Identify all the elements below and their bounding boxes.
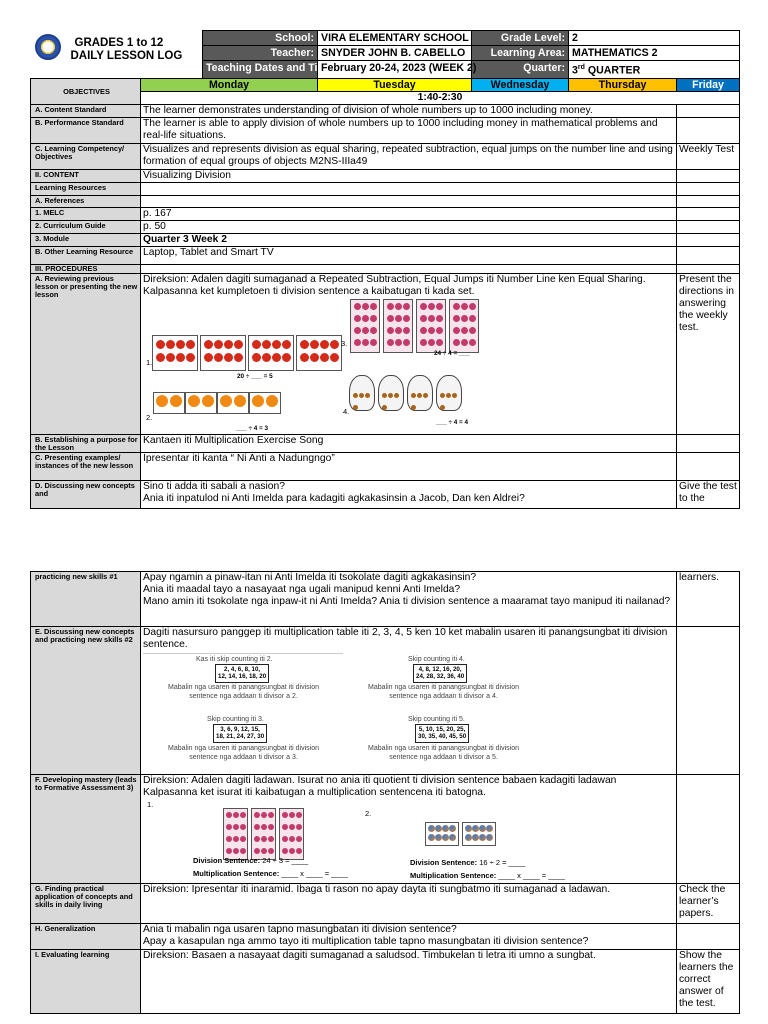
fig3-number: 3. xyxy=(341,338,348,348)
content-friday xyxy=(677,169,740,182)
ms1-value: ____ x ____ = ____ xyxy=(281,869,348,878)
header-title xyxy=(71,37,183,63)
content-standard-text: The learner demonstrates understanding of division of whole numbers up to 1000 including money. xyxy=(141,104,677,117)
discussing2-cell xyxy=(141,627,677,775)
day-friday: Friday xyxy=(677,78,740,91)
reviewing-friday: Present the directions in answering the weekly test. xyxy=(677,273,740,434)
generalization-label: H. Generalization xyxy=(31,924,141,950)
presenting-text: Ipresentar iti kanta “ Ni Anti a Nadungngo” xyxy=(141,452,677,480)
procedures-friday xyxy=(677,264,740,273)
other-resources-text: Laptop, Tablet and Smart TV xyxy=(141,246,677,264)
presenting-friday xyxy=(677,452,740,480)
practicing1-friday: learners. xyxy=(677,572,740,627)
quarter-value xyxy=(569,61,740,79)
practical-label: G. Finding practical application of concepts and skills in daily living xyxy=(31,884,141,924)
orange-group-icon xyxy=(153,392,281,414)
skip4-box xyxy=(413,664,467,683)
skip5-desc-line2: sentence nga addaan ti divisor a 5. xyxy=(389,753,498,761)
mastery-cell xyxy=(141,775,677,884)
discussing2-text: Dagiti nasursuro panggep iti multiplication table iti 2, 3, 4, 5 ken 10 ket mabalin usaren iti panangsungbat iti division sentence. xyxy=(143,627,668,650)
skip4-desc-line1: Mabalin nga usaren iti panangsungbat iti division xyxy=(368,684,519,691)
fig1-number: 1. xyxy=(146,357,153,367)
competency-text: Visualizes and represents division as equal sharing, repeated subtraction, equal jumps on the number line and using formation of equal groups of objects M2NS-IIIa49 xyxy=(141,143,677,169)
dll-table-2 xyxy=(30,571,740,1014)
melc-text: p. 167 xyxy=(141,207,677,220)
performance-standard-text: The learner is able to apply division of whole numbers up to 1000 including money in mathematical problems and real-life situations. xyxy=(141,117,677,143)
fig4-equation: ___ ÷ 4 = 4 xyxy=(436,418,469,426)
mastery-line2: Kalpasanna ket isurat iti kaibatugan a multiplication sentencena iti batogna. xyxy=(143,787,486,798)
grade-value: 2 xyxy=(569,31,740,46)
dates-label: Teaching Dates and Time: xyxy=(203,61,318,79)
reviewing-text: Direksion: Adalen dagiti sumaganad a Repeated Subtraction, Equal Jumps iti Number Line ken Equal Sharing. Kalpasanna ket kumpletoen ti division sentence a kaibatugan ti kada set. xyxy=(143,273,646,297)
mastery-num2: 2. xyxy=(365,809,372,818)
skip2-box-line1: 2, 4, 6, 8, 10, xyxy=(224,666,261,673)
skip4-box-line1: 4, 8, 12, 16, 20, xyxy=(418,666,462,673)
practicing1-line1: Apay ngamin a pinaw-itan ni Anti Imelda iti tsokolate dagiti agkakasinsin? xyxy=(143,572,477,583)
skip4-desc-line2: sentence nga addaan ti divisor a 4. xyxy=(389,692,498,700)
mastery-num1: 1. xyxy=(147,800,154,809)
resources-friday xyxy=(677,182,740,195)
skip3-desc-line2: sentence nga addaan ti divisor a 3. xyxy=(189,753,298,761)
mastery-friday xyxy=(677,775,740,884)
area-value: MATHEMATICS 2 xyxy=(569,46,740,61)
skip3-box-line2: 18, 21, 24, 27, 30 xyxy=(216,733,265,741)
discussing1-line2: Ania iti inpatulod ni Anti Imelda para kadagiti agkakasinsin a Jacob, Dan ken Aldrei? xyxy=(143,492,525,504)
reviewing-figures xyxy=(143,298,674,433)
day-thursday: Thursday xyxy=(569,78,677,91)
dll-page-1 xyxy=(30,30,739,509)
discussing1-label: D. Discussing new concepts and xyxy=(31,480,141,508)
day-monday: Monday xyxy=(141,78,318,91)
skip3-desc xyxy=(146,745,341,762)
skip4-box-line2: 24, 28, 32, 36, 40 xyxy=(416,673,465,681)
dll-table-1 xyxy=(30,30,740,509)
reviewing-label: A. Reviewing previous lesson or presenting the new lesson xyxy=(31,273,141,434)
skip2-desc-line1: Mabalin nga usaren iti panangsungbat iti division xyxy=(168,684,319,691)
area-label: Learning Area: xyxy=(472,46,569,61)
procedures-label: III. PROCEDURES xyxy=(31,264,141,273)
cookie-bag-icon xyxy=(349,371,469,416)
skip2-box-line2: 12, 14, 16, 18, 20 xyxy=(218,673,267,681)
module-text: Quarter 3 Week 2 xyxy=(141,233,677,246)
practical-friday: Check the learner’s papers. xyxy=(677,884,740,924)
skip3-desc-line1: Mabalin nga usaren iti panangsungbat iti division xyxy=(168,745,319,752)
skip5-box-line2: 30, 35, 40, 45, 50 xyxy=(418,733,467,741)
evaluating-text: Direksion: Basaen a nasayaat dagiti sumaganad a saludsod. Timbukelan ti letra iti umno a sungbat. xyxy=(141,950,677,1014)
dll-page-2 xyxy=(30,571,739,1014)
resources-text xyxy=(141,182,677,195)
fig2-number: 2. xyxy=(146,412,153,422)
skip2-box xyxy=(215,664,269,683)
skip5-box xyxy=(415,724,469,743)
apple-group-icon xyxy=(152,335,342,371)
skip-counting-figures xyxy=(143,651,674,773)
ms2-value: ____ x ____ = ____ xyxy=(498,871,565,880)
mastery-ms1 xyxy=(193,868,348,880)
practicing1-line3: Mano amin iti tsokolate nga inpaw-it ni Anti Imelda? Ania ti division sentence a maaramat tayo manipud iti nailanad? xyxy=(143,596,671,607)
day-wednesday: Wednesday xyxy=(472,78,569,91)
chocolate-box-icon xyxy=(350,299,479,353)
procedures-text xyxy=(141,264,677,273)
mastery-figures xyxy=(143,799,674,883)
discussing2-label: E. Discussing new concepts and practicing new skills #2 xyxy=(31,627,141,775)
module-label: 3. Module xyxy=(31,233,141,246)
fig4-number: 4. xyxy=(343,406,350,416)
practicing1-line2: Ania iti maadal tayo a nasayaat nga ugali manipud kenni Anti Imelda? xyxy=(143,584,461,595)
objectives-heading: OBJECTIVES xyxy=(31,78,141,104)
skip5-desc-line1: Mabalin nga usaren iti panangsungbat iti division xyxy=(368,745,519,752)
mastery-line1: Direksion: Adalen dagiti ladawan. Isurat no ania iti quotient ti division sentence babaen kadagiti ladawan xyxy=(143,775,617,786)
mastery-ds1 xyxy=(193,855,308,867)
generalization-cell xyxy=(141,924,677,950)
practicing1-cell xyxy=(141,572,677,627)
chocolate-box-icon xyxy=(223,808,304,860)
curriculum-text: p. 50 xyxy=(141,220,677,233)
discussing1-friday: Give the test to the xyxy=(677,480,740,508)
skip4-title: Skip counting iti 4. xyxy=(408,656,465,663)
quarter-word: QUARTER xyxy=(587,64,641,77)
discussing1-line1: Sino ti adda iti sabali a nasion? xyxy=(143,480,285,492)
curriculum-label: 2. Curriculum Guide xyxy=(31,220,141,233)
melc-label: 1. MELC xyxy=(31,207,141,220)
mastery-ds2 xyxy=(410,857,525,869)
skip2-desc-line2: sentence nga addaan ti divisor a 2. xyxy=(189,692,298,700)
establishing-label: B. Establishing a purpose for the Lesson xyxy=(31,434,141,452)
references-label: A. References xyxy=(31,195,141,207)
module-friday xyxy=(677,233,740,246)
fig1-equation: 20 ÷ ___ = 5 xyxy=(237,372,273,380)
mastery-ms2 xyxy=(410,870,565,882)
skip2-title: Kas iti skip counting iti 2. xyxy=(196,656,273,663)
performance-standard-label: B. Performance Standard xyxy=(31,117,141,143)
teacher-value: SNYDER JOHN B. CABELLO xyxy=(318,46,472,61)
competency-label: C. Learning Competency/ Objectives xyxy=(31,143,141,169)
skip4-desc xyxy=(346,684,541,701)
skip5-box-line1: 5, 10, 15, 20, 25, xyxy=(418,726,466,733)
fig3-equation: 24 ÷ 4 = ___ xyxy=(434,349,470,357)
skip3-title: Skip counting iti 3. xyxy=(207,716,264,723)
establishing-friday xyxy=(677,434,740,452)
ms1-label: Multiplication Sentence: xyxy=(193,869,280,878)
fig2-equation: ___ ÷ 4 = 3 xyxy=(236,424,269,432)
practicing1-label: practicing new skills #1 xyxy=(31,572,141,627)
other-resources-friday xyxy=(677,246,740,264)
discussing1-cell xyxy=(141,480,677,508)
ds1-label: Division Sentence: xyxy=(193,856,261,865)
content-standard-label: A. Content Standard xyxy=(31,104,141,117)
grade-label: Grade Level: xyxy=(472,31,569,46)
generalization-line2: Apay a kasapulan nga ammo tayo iti multiplication table tapno masungbatan iti division sentence? xyxy=(143,936,589,947)
deped-seal-icon xyxy=(35,34,61,60)
time-slot: 1:40-2:30 xyxy=(141,91,740,104)
other-resources-label: B. Other Learning Resource xyxy=(31,246,141,264)
skip3-box xyxy=(213,724,267,743)
title-line-1: GRADES 1 to 12 xyxy=(74,36,164,49)
school-value: VIRA ELEMENTARY SCHOOL xyxy=(318,31,472,46)
content-standard-friday xyxy=(677,104,740,117)
curriculum-friday xyxy=(677,220,740,233)
resources-label: Learning Resources xyxy=(31,182,141,195)
generalization-friday xyxy=(677,924,740,950)
skip5-title: Skip counting iti 5. xyxy=(408,716,465,723)
school-label: School: xyxy=(203,31,318,46)
references-friday xyxy=(677,195,740,207)
competency-friday: Weekly Test xyxy=(677,143,740,169)
practical-text: Direksion: Ipresentar iti inaramid. Ibaga ti rason no apay dayta iti sungbatmo iti sumaganad a ladawan. xyxy=(141,884,677,924)
ds2-label: Division Sentence: xyxy=(410,858,478,867)
day-tuesday: Tuesday xyxy=(318,78,472,91)
quarter-number: 3 xyxy=(572,64,578,77)
ds2-value: 16 ÷ 2 = ____ xyxy=(479,858,526,867)
skip5-desc xyxy=(346,745,541,762)
skip3-box-line1: 3, 6, 9, 12, 15, xyxy=(220,726,260,733)
generalization-line1: Ania ti mabalin nga usaren tapno masungbatan iti division sentence? xyxy=(143,924,457,935)
header-logo-area xyxy=(31,31,203,79)
evaluating-friday: Show the learners the correct answer of the test. xyxy=(677,950,740,1014)
establishing-text: Kantaen iti Multiplication Exercise Song xyxy=(141,434,677,452)
discussing2-friday xyxy=(677,627,740,775)
performance-standard-friday xyxy=(677,117,740,143)
content-label: II. CONTENT xyxy=(31,169,141,182)
references-text xyxy=(141,195,677,207)
evaluating-label: I. Evaluating learning xyxy=(31,950,141,1014)
content-text: Visualizing Division xyxy=(141,169,677,182)
ms2-label: Multiplication Sentence: xyxy=(410,871,497,880)
ball-box-icon xyxy=(425,822,496,846)
presenting-label: C. Presenting examples/ instances of the new lesson xyxy=(31,452,141,480)
skip2-desc xyxy=(146,684,341,701)
quarter-suffix: rd xyxy=(577,64,585,71)
ds1-value: 24 ÷ 3 = ____ xyxy=(262,856,309,865)
mastery-label: F. Developing mastery (leads to Formative Assessment 3) xyxy=(31,775,141,884)
reviewing-cell xyxy=(141,273,677,434)
melc-friday xyxy=(677,207,740,220)
teacher-label: Teacher: xyxy=(203,46,318,61)
dates-value: February 20-24, 2023 (WEEK 2) xyxy=(318,61,472,79)
quarter-label: Quarter: xyxy=(472,61,569,79)
title-line-2: DAILY LESSON LOG xyxy=(70,49,183,62)
